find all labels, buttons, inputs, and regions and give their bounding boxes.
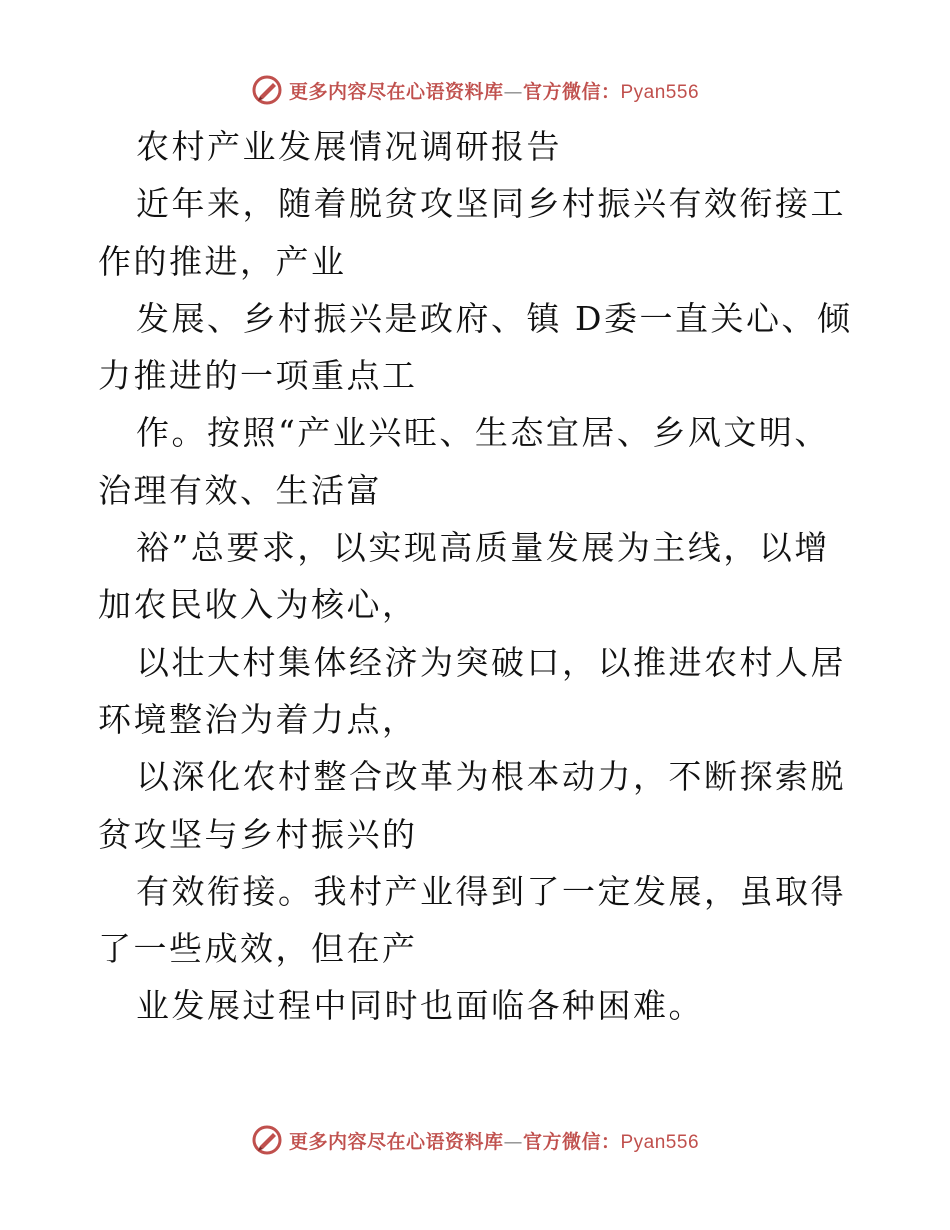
watermark-separator: —: [503, 1130, 523, 1153]
watermark-handle: Pyan556: [620, 1131, 700, 1153]
pen-circle-logo-icon: [251, 1124, 283, 1156]
watermark-main-text: 更多内容尽在心语资料库: [288, 80, 504, 103]
watermark-handle: Pyan556: [620, 81, 700, 103]
watermark-account-label: 官方微信：: [522, 1130, 621, 1153]
paragraph: 近年来，随着脱贫攻坚同乡村振兴有效衔接工作的推进，产业: [98, 184, 846, 281]
header-watermark: [0, 70, 950, 110]
paragraph: 裕”总要求，以实现高质量发展为主线，以增加农民收入为核心，: [98, 528, 830, 625]
paragraph: 以壮大村集体经济为突破口，以推进农村人居环境整治为着力点，: [98, 642, 846, 739]
watermark-separator: —: [503, 80, 523, 103]
pen-circle-logo-icon: [251, 74, 283, 106]
watermark-main-text: 更多内容尽在心语资料库: [288, 1130, 504, 1153]
paragraph: 作。按照“产业兴旺、生态宜居、乡风文明、治理有效、生活富: [98, 413, 830, 510]
watermark-account-label: 官方微信：: [522, 80, 621, 103]
paragraph: 以深化农村整合改革为根本动力，不断探索脱贫攻坚与乡村振兴的: [98, 757, 846, 854]
paragraph: 发展、乡村振兴是政府、镇 D委一直关心、倾力推进的一项重点工: [98, 298, 853, 396]
paragraph: 有效衔接。我村产业得到了一定发展，虽取得了一些成效，但在产: [98, 871, 846, 969]
document-body: [98, 118, 858, 1035]
paragraph: 业发展过程中同时也面临各种困难。: [136, 986, 704, 1026]
document-title: 农村产业发展情况调研报告: [136, 127, 562, 166]
footer-watermark: [0, 1120, 950, 1160]
